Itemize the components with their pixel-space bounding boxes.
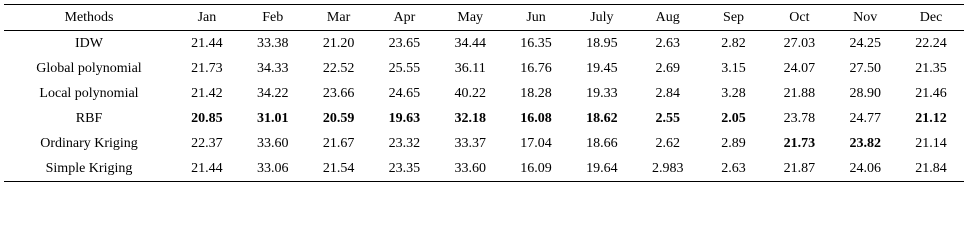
value-cell: 21.88 [783,85,816,101]
value-cell: 2.62 [655,135,680,151]
value-cell: 21.12 [915,110,947,126]
value-cell: 24.07 [783,60,816,76]
value-cell: 19.33 [586,85,618,101]
value-cell: 21.14 [915,135,947,151]
value-cell: 20.85 [191,110,223,126]
value-cell: 23.35 [388,160,421,176]
table-row [4,106,964,131]
header-nov: Nov [853,9,878,25]
value-cell: 2.84 [655,85,680,101]
value-cell: 19.63 [388,110,421,126]
value-cell: 18.28 [520,85,552,101]
header-methods: Methods [64,9,114,25]
value-cell: 21.87 [783,160,816,176]
results-table [4,4,964,182]
header-dec: Dec [919,9,943,25]
value-cell: 21.44 [191,160,223,176]
value-cell: 16.35 [520,35,552,51]
header-oct: Oct [789,9,810,25]
value-cell: 24.77 [849,110,881,126]
value-cell: 24.06 [849,160,881,176]
value-cell: 36.11 [454,60,486,76]
value-cell: 18.66 [586,135,618,151]
value-cell: 21.54 [322,160,355,176]
value-cell: 22.52 [322,60,355,76]
value-cell: 19.45 [586,60,618,76]
value-cell: 33.37 [454,135,486,151]
table-row [4,81,964,106]
value-cell: 23.32 [388,135,421,151]
value-cell: 21.46 [915,85,947,101]
value-cell: 21.67 [322,135,355,151]
value-cell: 16.09 [520,160,552,176]
value-cell: 21.44 [191,35,223,51]
value-cell: 2.983 [651,160,684,176]
value-cell: 32.18 [454,110,486,126]
value-cell: 34.33 [256,60,289,76]
value-cell: 16.08 [520,110,552,126]
table-row [4,131,964,156]
value-cell: 21.73 [783,135,816,151]
method-name-cell: Global polynomial [36,60,142,76]
method-name-cell: Simple Kriging [45,160,133,176]
value-cell: 17.04 [520,135,552,151]
value-cell: 16.76 [520,60,552,76]
header-july: July [590,9,614,25]
value-cell: 2.69 [655,60,680,76]
value-cell: 21.84 [915,160,947,176]
value-cell: 31.01 [256,110,289,126]
value-cell: 23.78 [783,110,816,126]
method-name-cell: RBF [75,110,103,126]
value-cell: 2.55 [655,110,680,126]
value-cell: 2.63 [655,35,680,51]
value-cell: 40.22 [454,85,486,101]
value-cell: 2.82 [721,35,746,51]
header-jan: Jan [197,9,217,25]
value-cell: 24.25 [849,35,881,51]
value-cell: 27.03 [783,35,816,51]
header-aug: Aug [655,9,680,25]
value-cell: 23.66 [322,85,355,101]
value-cell: 19.64 [586,160,618,176]
value-cell: 2.05 [721,110,746,126]
value-cell: 34.44 [454,35,486,51]
table-body [4,31,964,182]
value-cell: 2.63 [721,160,746,176]
method-name-cell: Local polynomial [39,85,139,101]
value-cell: 18.95 [586,35,618,51]
header-sep: Sep [723,9,745,25]
value-cell: 23.82 [849,135,881,151]
value-cell: 33.60 [454,160,486,176]
value-cell: 25.55 [388,60,421,76]
table-row [4,156,964,182]
value-cell: 22.24 [915,35,947,51]
value-cell: 33.38 [256,35,289,51]
header-apr: Apr [393,9,416,25]
table-row [4,56,964,81]
header-row [4,5,964,31]
value-cell: 21.42 [191,85,223,101]
value-cell: 2.89 [721,135,746,151]
value-cell: 33.06 [256,160,289,176]
value-cell: 21.20 [322,35,355,51]
value-cell: 21.35 [915,60,947,76]
method-name-cell: Ordinary Kriging [40,135,138,151]
table-row [4,31,964,57]
value-cell: 24.65 [388,85,421,101]
value-cell: 3.28 [721,85,746,101]
method-name-cell: IDW [75,35,103,51]
header-jun: Jun [526,9,546,25]
header-feb: Feb [262,9,284,25]
value-cell: 22.37 [191,135,223,151]
value-cell: 3.15 [721,60,746,76]
value-cell: 18.62 [586,110,618,126]
header-mar: Mar [326,9,351,25]
value-cell: 33.60 [256,135,289,151]
header-may: May [457,9,484,25]
value-cell: 27.50 [849,60,881,76]
value-cell: 34.22 [256,85,289,101]
value-cell: 20.59 [322,110,355,126]
value-cell: 28.90 [849,85,881,101]
value-cell: 23.65 [388,35,421,51]
value-cell: 21.73 [191,60,223,76]
